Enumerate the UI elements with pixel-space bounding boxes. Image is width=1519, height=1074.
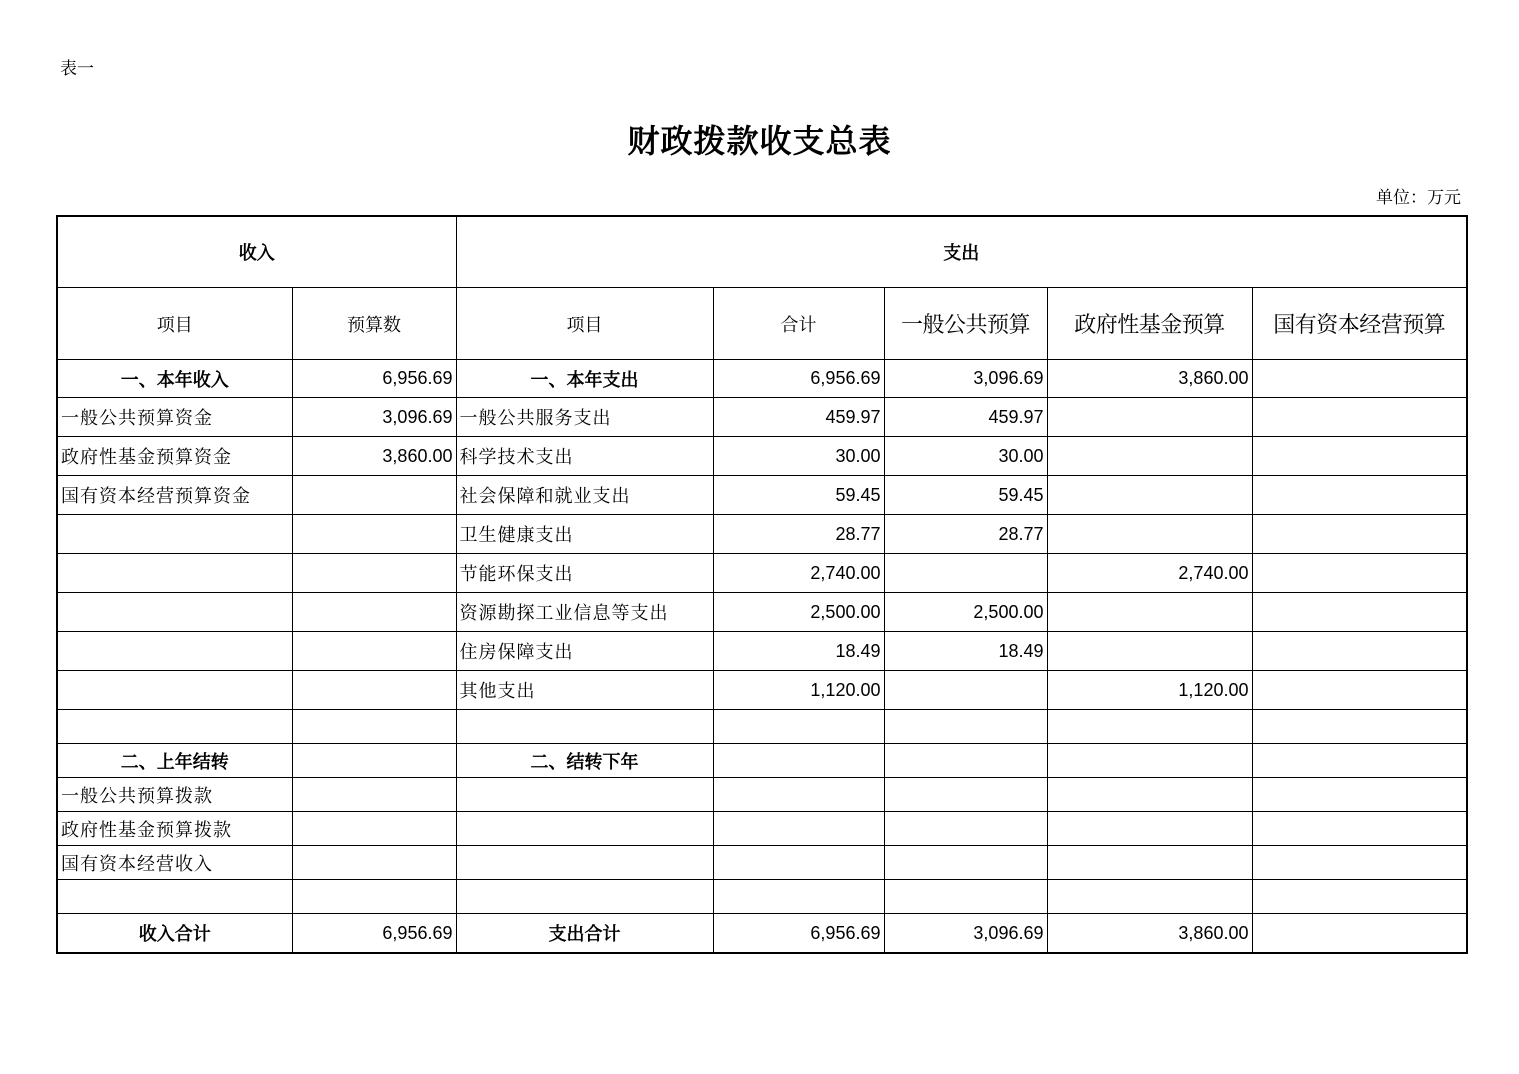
state-capital-budget-cell <box>1252 632 1467 671</box>
table-row <box>57 671 1467 710</box>
total-cell: 28.77 <box>713 515 884 554</box>
total-cell: 2,500.00 <box>713 593 884 632</box>
income-item-cell: 国有资本经营收入 <box>57 846 292 880</box>
table-row <box>57 437 1467 476</box>
state-capital-budget-cell <box>1252 398 1467 437</box>
expense-item-cell <box>456 880 713 914</box>
expense-item-cell: 卫生健康支出 <box>456 515 713 554</box>
income-amount-cell <box>292 778 456 812</box>
total-cell <box>713 744 884 778</box>
budget-summary-table <box>56 215 1468 954</box>
expense-item-cell: 节能环保支出 <box>456 554 713 593</box>
expense-item-cell: 社会保障和就业支出 <box>456 476 713 515</box>
table-row <box>57 632 1467 671</box>
income-amount-cell <box>292 710 456 744</box>
table-row <box>57 360 1467 398</box>
col-header-income-item: 项目 <box>57 288 292 360</box>
expense-item-cell: 科学技术支出 <box>456 437 713 476</box>
fund-budget-cell: 1,120.00 <box>1047 671 1252 710</box>
income-amount-cell <box>292 515 456 554</box>
income-amount-cell <box>292 671 456 710</box>
total-cell: 30.00 <box>713 437 884 476</box>
income-item-cell <box>57 710 292 744</box>
table-row <box>57 593 1467 632</box>
total-cell: 2,740.00 <box>713 554 884 593</box>
income-item-cell <box>57 554 292 593</box>
general-budget-cell <box>884 846 1047 880</box>
col-header-state-capital-budget: 国有资本经营预算 <box>1252 288 1467 360</box>
general-budget-total: 3,096.69 <box>884 914 1047 954</box>
fund-budget-cell <box>1047 437 1252 476</box>
general-budget-cell <box>884 710 1047 744</box>
table-row <box>57 554 1467 593</box>
income-amount-cell <box>292 880 456 914</box>
income-amount-cell: 6,956.69 <box>292 360 456 398</box>
fund-budget-cell <box>1047 398 1252 437</box>
total-cell: 6,956.69 <box>713 360 884 398</box>
income-amount-cell <box>292 632 456 671</box>
total-cell <box>713 710 884 744</box>
state-capital-budget-cell <box>1252 710 1467 744</box>
state-capital-budget-cell <box>1252 778 1467 812</box>
expense-item-cell: 一、本年支出 <box>456 360 713 398</box>
state-capital-budget-cell <box>1252 880 1467 914</box>
table-row <box>57 398 1467 437</box>
expense-item-cell <box>456 812 713 846</box>
fund-budget-cell: 3,860.00 <box>1047 360 1252 398</box>
income-total-label: 收入合计 <box>57 914 292 954</box>
income-item-cell <box>57 515 292 554</box>
state-capital-budget-cell <box>1252 515 1467 554</box>
income-total-amount: 6,956.69 <box>292 914 456 954</box>
state-capital-budget-total <box>1252 914 1467 954</box>
income-item-cell <box>57 671 292 710</box>
income-amount-cell <box>292 744 456 778</box>
table-row <box>57 476 1467 515</box>
expense-item-cell: 一般公共服务支出 <box>456 398 713 437</box>
fund-budget-cell <box>1047 744 1252 778</box>
income-amount-cell: 3,860.00 <box>292 437 456 476</box>
col-header-general-budget: 一般公共预算 <box>884 288 1047 360</box>
income-item-cell: 一般公共预算资金 <box>57 398 292 437</box>
total-cell <box>713 880 884 914</box>
income-amount-cell <box>292 846 456 880</box>
page-title: 财政拨款收支总表 <box>627 122 892 160</box>
income-item-cell: 二、上年结转 <box>57 744 292 778</box>
expense-item-cell: 住房保障支出 <box>456 632 713 671</box>
table-row <box>57 846 1467 880</box>
fund-budget-cell <box>1047 846 1252 880</box>
fund-budget-cell <box>1047 880 1252 914</box>
fund-budget-cell <box>1047 812 1252 846</box>
expense-item-cell <box>456 778 713 812</box>
table-row <box>57 710 1467 744</box>
total-cell: 59.45 <box>713 476 884 515</box>
col-header-expense-item: 项目 <box>456 288 713 360</box>
state-capital-budget-cell <box>1252 846 1467 880</box>
total-cell <box>713 812 884 846</box>
totals-row <box>57 914 1467 954</box>
state-capital-budget-cell <box>1252 476 1467 515</box>
table-row <box>57 515 1467 554</box>
table-row <box>57 744 1467 778</box>
general-budget-cell: 30.00 <box>884 437 1047 476</box>
expense-item-cell: 其他支出 <box>456 671 713 710</box>
general-budget-cell: 3,096.69 <box>884 360 1047 398</box>
fund-budget-cell <box>1047 778 1252 812</box>
income-item-cell: 国有资本经营预算资金 <box>57 476 292 515</box>
general-budget-cell <box>884 880 1047 914</box>
fund-budget-cell: 2,740.00 <box>1047 554 1252 593</box>
general-budget-cell <box>884 778 1047 812</box>
state-capital-budget-cell <box>1252 744 1467 778</box>
state-capital-budget-cell <box>1252 593 1467 632</box>
general-budget-cell <box>884 812 1047 846</box>
state-capital-budget-cell <box>1252 360 1467 398</box>
expense-item-cell <box>456 710 713 744</box>
income-item-cell: 一、本年收入 <box>57 360 292 398</box>
table-row <box>57 812 1467 846</box>
fund-budget-cell <box>1047 515 1252 554</box>
state-capital-budget-cell <box>1252 812 1467 846</box>
fund-budget-total: 3,860.00 <box>1047 914 1252 954</box>
expense-total-label: 支出合计 <box>456 914 713 954</box>
general-budget-cell: 18.49 <box>884 632 1047 671</box>
income-item-cell <box>57 632 292 671</box>
general-budget-cell: 2,500.00 <box>884 593 1047 632</box>
unit-label: 单位：万元 <box>1376 188 1461 208</box>
general-budget-cell: 459.97 <box>884 398 1047 437</box>
income-amount-cell <box>292 476 456 515</box>
expense-total-amount: 6,956.69 <box>713 914 884 954</box>
expense-header: 支出 <box>456 216 1467 288</box>
income-item-cell <box>57 593 292 632</box>
general-budget-cell: 28.77 <box>884 515 1047 554</box>
state-capital-budget-cell <box>1252 554 1467 593</box>
total-cell: 18.49 <box>713 632 884 671</box>
total-cell <box>713 846 884 880</box>
table-label: 表一 <box>60 59 94 79</box>
table-row <box>57 778 1467 812</box>
fund-budget-cell <box>1047 593 1252 632</box>
income-amount-cell <box>292 593 456 632</box>
expense-item-cell: 二、结转下年 <box>456 744 713 778</box>
state-capital-budget-cell <box>1252 437 1467 476</box>
col-header-total: 合计 <box>713 288 884 360</box>
general-budget-cell <box>884 744 1047 778</box>
general-budget-cell <box>884 671 1047 710</box>
fund-budget-cell <box>1047 632 1252 671</box>
col-header-fund-budget: 政府性基金预算 <box>1047 288 1252 360</box>
income-item-cell: 政府性基金预算拨款 <box>57 812 292 846</box>
general-budget-cell: 59.45 <box>884 476 1047 515</box>
col-header-budget-amount: 预算数 <box>292 288 456 360</box>
column-header-row <box>57 288 1467 360</box>
fund-budget-cell <box>1047 710 1252 744</box>
general-budget-cell <box>884 554 1047 593</box>
header-group-row <box>57 216 1467 288</box>
expense-item-cell: 资源勘探工业信息等支出 <box>456 593 713 632</box>
income-amount-cell: 3,096.69 <box>292 398 456 437</box>
total-cell <box>713 778 884 812</box>
income-item-cell <box>57 880 292 914</box>
income-amount-cell <box>292 812 456 846</box>
income-amount-cell <box>292 554 456 593</box>
income-item-cell: 一般公共预算拨款 <box>57 778 292 812</box>
table-row <box>57 880 1467 914</box>
total-cell: 1,120.00 <box>713 671 884 710</box>
total-cell: 459.97 <box>713 398 884 437</box>
expense-item-cell <box>456 846 713 880</box>
fund-budget-cell <box>1047 476 1252 515</box>
state-capital-budget-cell <box>1252 671 1467 710</box>
income-header: 收入 <box>57 216 456 288</box>
income-item-cell: 政府性基金预算资金 <box>57 437 292 476</box>
